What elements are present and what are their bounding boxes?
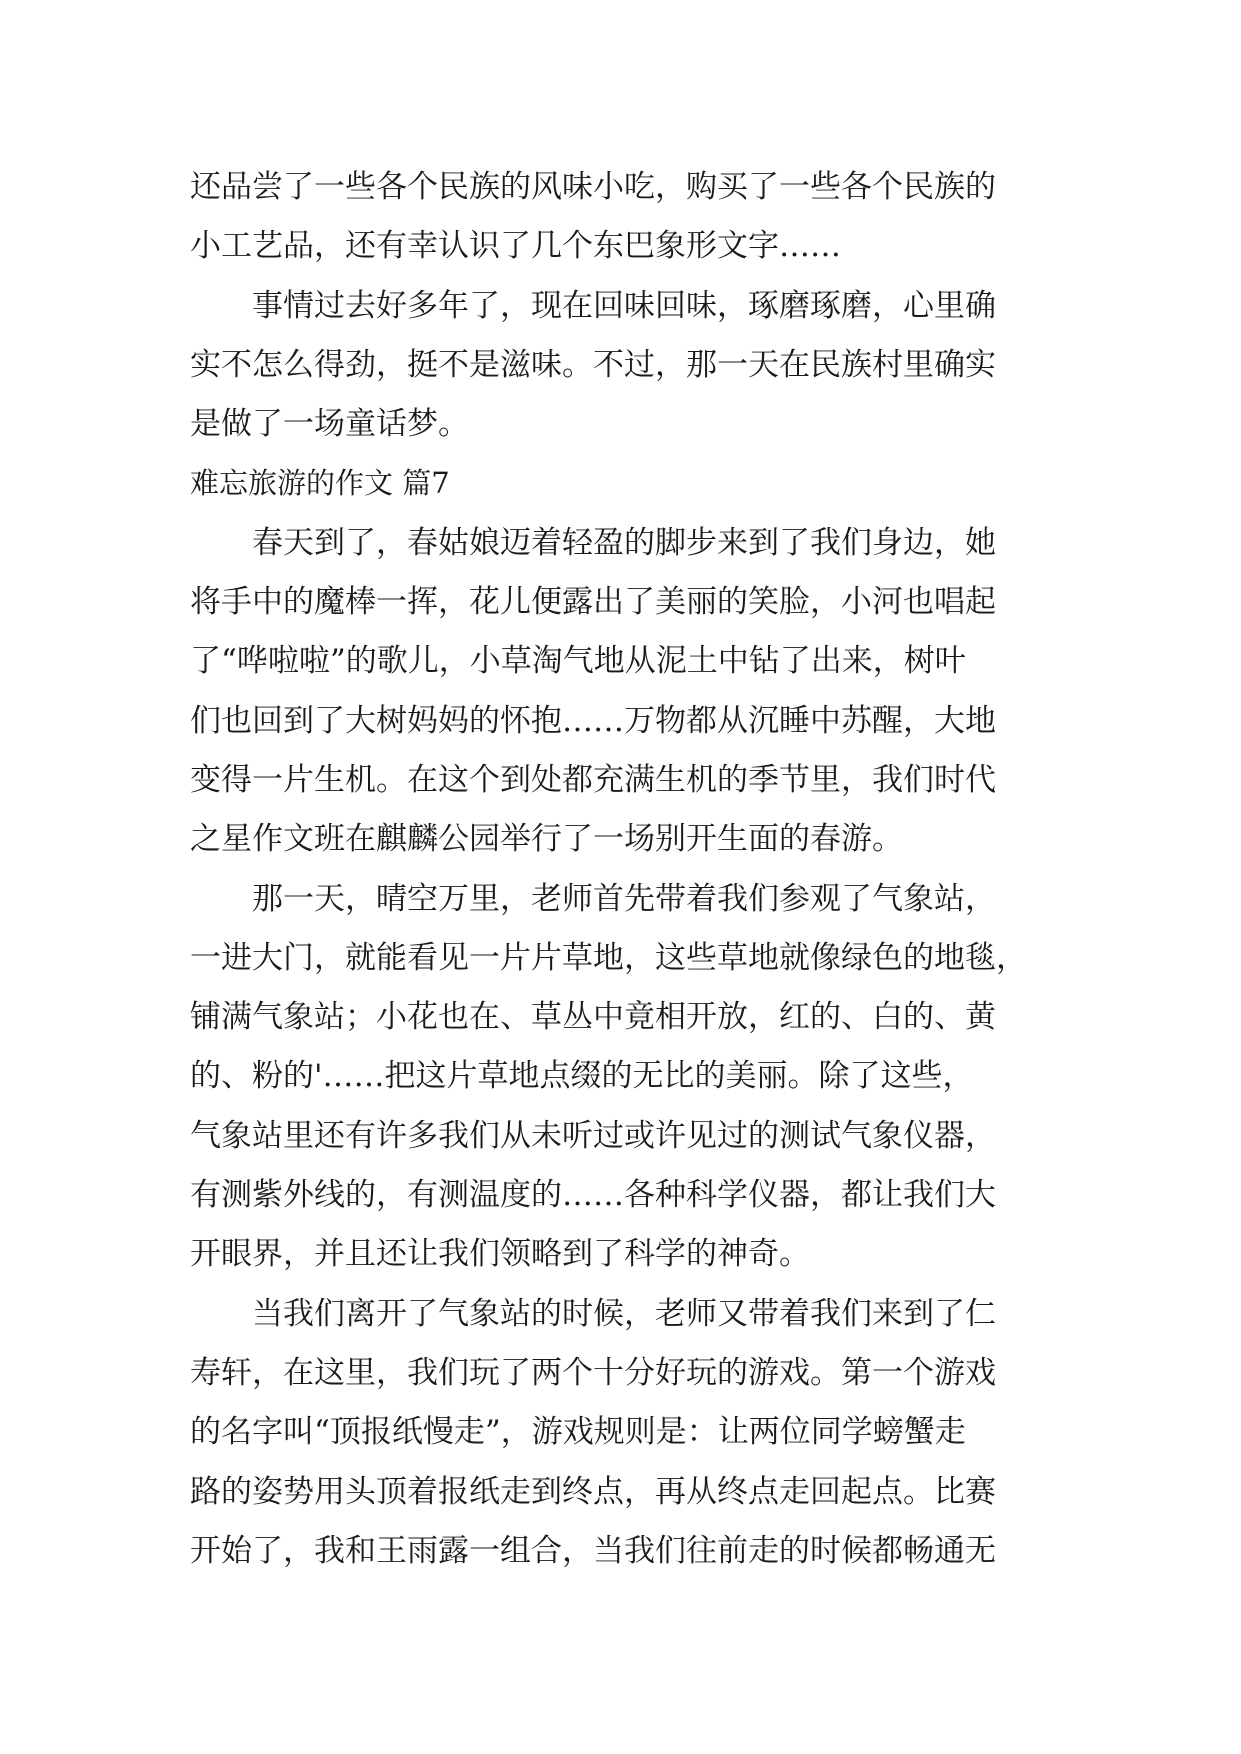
text-line: 气象站里还有许多我们从未听过或许见过的测试气象仪器， <box>190 1117 996 1154</box>
section-heading: 难忘旅游的作文 篇7 <box>190 466 450 501</box>
text-line: 当我们离开了气象站的时候，老师又带着我们来到了仁 <box>252 1295 996 1332</box>
text-line: 开眼界，并且还让我们领略到了科学的神奇。 <box>190 1236 810 1273</box>
text-line: 还品尝了一些各个民族的风味小吃，购买了一些各个民族的 <box>190 169 996 205</box>
text-line: 了“哗啦啦”的歌儿，小草淘气地从泥土中钻了出来，树叶 <box>190 643 966 680</box>
text-line: 春天到了，春姑娘迈着轻盈的脚步来到了我们身边，她 <box>252 524 996 561</box>
text-line: 实不怎么得劲，挺不是滋味。不过，那一天在民族村里确实 <box>190 346 996 383</box>
text-line: 有测紫外线的，有测温度的……各种科学仪器，都让我们大 <box>190 1177 996 1214</box>
text-line: 铺满气象站；小花也在、草丛中竟相开放，红的、白的、黄 <box>190 999 996 1036</box>
body-text <box>190 158 1070 1581</box>
text-line: 路的姿势用头顶着报纸走到终点，再从终点走回起点。比赛 <box>190 1473 996 1510</box>
text-line: 那一天，晴空万里，老师首先带着我们参观了气象站， <box>252 880 996 917</box>
text-line: 开始了，我和王雨露一组合，当我们往前走的时候都畅通无 <box>190 1532 996 1569</box>
text-line: 将手中的魔棒一挥，花儿便露出了美丽的笑脸，小河也唱起 <box>190 584 996 621</box>
text-line: 的、粉的'……把这片草地点缀的无比的美丽。除了这些， <box>190 1058 974 1095</box>
text-line: 之星作文班在麒麟公园举行了一场别开生面的春游。 <box>190 821 903 858</box>
text-line: 变得一片生机。在这个到处都充满生机的季节里，我们时代 <box>190 761 996 798</box>
text-line: 一进大门，就能看见一片片草地，这些草地就像绿色的地毯， <box>190 939 1027 976</box>
text-line: 小工艺品，还有幸认识了几个东巴象形文字…… <box>190 228 841 265</box>
text-line: 事情过去好多年了，现在回味回味，琢磨琢磨，心里确 <box>252 287 996 324</box>
text-line: 的名字叫“顶报纸慢走”，游戏规则是：让两位同学螃蟹走 <box>190 1414 966 1451</box>
text-line: 寿轩，在这里，我们玩了两个十分好玩的游戏。第一个游戏 <box>190 1354 996 1391</box>
text-line: 们也回到了大树妈妈的怀抱……万物都从沉睡中苏醒，大地 <box>190 702 996 739</box>
text-line: 是做了一场童话梦。 <box>190 406 469 443</box>
